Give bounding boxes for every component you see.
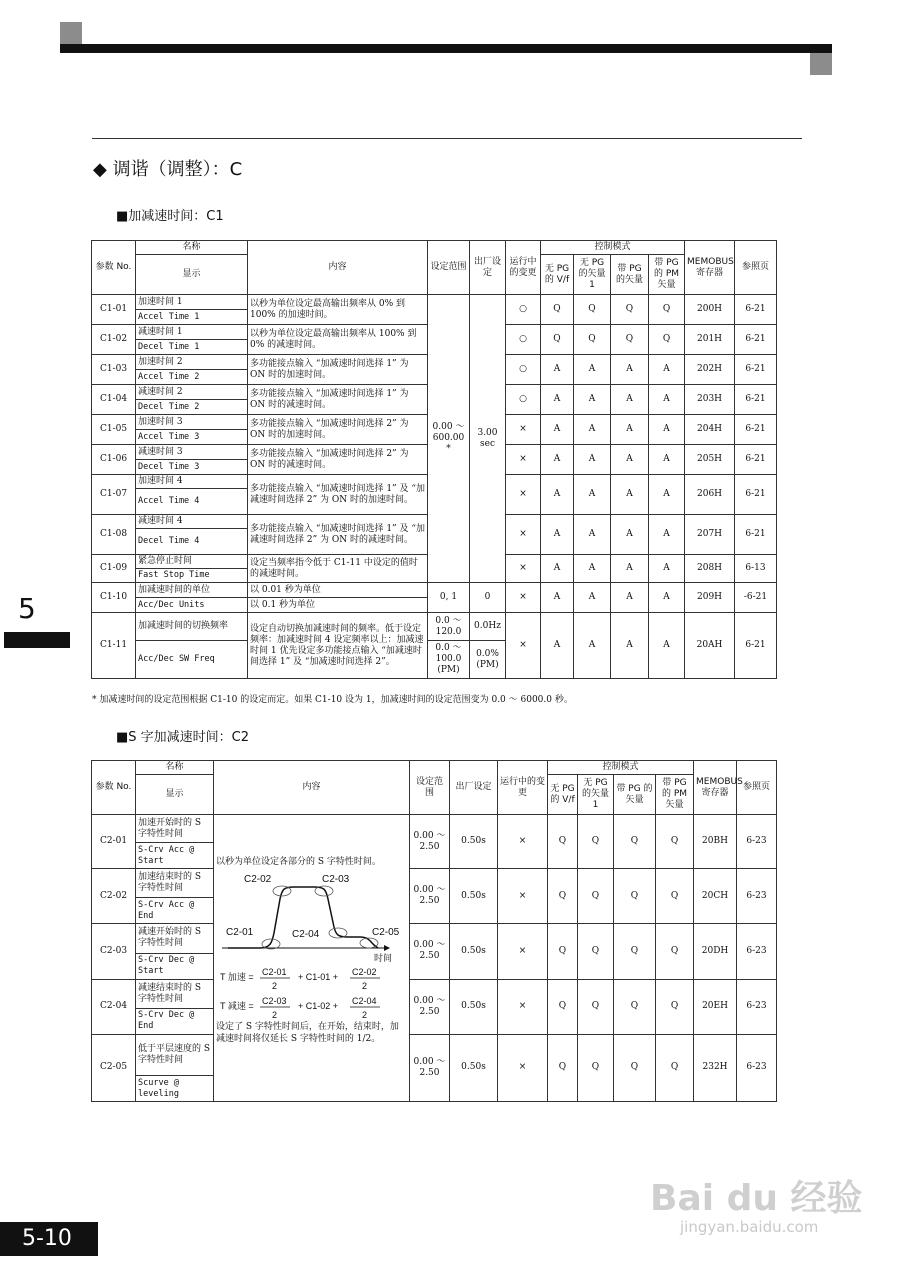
- label-c2-05: C2-05: [372, 927, 400, 938]
- formula-decel-b-den: 2: [362, 1010, 368, 1020]
- table-cell: A: [611, 475, 649, 515]
- table-cell: C1-05: [92, 415, 136, 445]
- table-cell: 208H: [685, 555, 735, 583]
- table-cell: 6-21: [735, 325, 777, 355]
- table-cell: C2-02: [92, 869, 136, 924]
- table-cell: Q: [611, 325, 649, 355]
- table-cell: Q: [656, 869, 694, 924]
- table-cell: 低于平层速度的 S 字特性时间: [136, 1034, 214, 1075]
- marker-c2-04: [329, 928, 347, 938]
- table-cell: Q: [578, 869, 614, 924]
- table-cell: 20AH: [685, 613, 735, 679]
- table-cell: 6-21: [735, 295, 777, 325]
- table-cell: 多功能接点输入 “加减速时间选择 1” 及 “加减速时间选择 2” 为 ON 时的加速时间。: [248, 475, 428, 515]
- c2-h-ref: 参照页: [737, 761, 777, 815]
- table-cell: 232H: [694, 1034, 737, 1101]
- table-cell: ×: [506, 445, 541, 475]
- table-cell: Q: [578, 815, 614, 869]
- table-cell: A: [541, 385, 574, 415]
- table-cell: A: [574, 613, 611, 679]
- formula-decel-prefix: T 减速 =: [220, 1001, 254, 1011]
- table-cell: 多功能接点输入 “加减速时间选择 1” 及 “加减速时间选择 2” 为 ON 时的减速时间。: [248, 515, 428, 555]
- chapter-tab: [4, 632, 70, 648]
- c2-h-display: 显示: [136, 775, 214, 815]
- table-cell: Decel Time 2: [136, 400, 248, 415]
- table-cell: C2-05: [92, 1034, 136, 1101]
- table-cell: S-Crv Acc @ Start: [136, 843, 214, 869]
- table-cell: 减速时间 3: [136, 445, 248, 460]
- table-cell: A: [574, 445, 611, 475]
- table-cell: A: [649, 445, 685, 475]
- table-cell: ×: [498, 869, 548, 924]
- table-cell: C1-03: [92, 355, 136, 385]
- c2-h-name: 名称: [136, 761, 214, 775]
- table-cell: ×: [506, 515, 541, 555]
- table-cell: 209H: [685, 583, 735, 613]
- table-cell: 加速时间 1: [136, 295, 248, 310]
- c2-content-bottom: 设定了 S 字特性时间后，在开始，结束时，加减速时间将仅延长 S 字特性时间的 1/2。: [216, 1022, 399, 1044]
- table-cell: 20BH: [694, 815, 737, 869]
- table-cell: Q: [548, 979, 578, 1034]
- table-cell: Acc/Dec Units: [136, 598, 248, 613]
- table-cell: 6-13: [735, 555, 777, 583]
- table-cell: 0, 1: [428, 583, 470, 613]
- table-cell: 6-21: [735, 385, 777, 415]
- table-cell: ×: [498, 979, 548, 1034]
- table-cell: Decel Time 1: [136, 340, 248, 355]
- formula-decel-b: C2-04: [352, 996, 377, 1006]
- corner-mark-right: [810, 53, 832, 75]
- table-cell: A: [649, 415, 685, 445]
- time-axis-arrow: [384, 945, 390, 951]
- table-cell: A: [574, 355, 611, 385]
- table-cell: 206H: [685, 475, 735, 515]
- table-cell: A: [574, 515, 611, 555]
- c1-common-range: 0.00 ～ 600.00 *: [428, 295, 470, 583]
- table-cell: ×: [506, 415, 541, 445]
- table-cell: A: [611, 613, 649, 679]
- table-cell: Decel Time 4: [136, 529, 248, 555]
- table-cell: ×: [506, 613, 541, 679]
- table-cell: 减速时间 4: [136, 515, 248, 529]
- table-cell: 6-23: [737, 869, 777, 924]
- table-cell: 多功能接点输入 “加减速时间选择 2” 为 ON 时的加速时间。: [248, 415, 428, 445]
- table-cell: 0.0 ～ 120.0: [428, 613, 470, 641]
- table-cell: A: [649, 555, 685, 583]
- table-cell: Q: [548, 924, 578, 979]
- table-cell: C1-06: [92, 445, 136, 475]
- table-cell: A: [541, 555, 574, 583]
- c2-content-cell: [214, 815, 410, 1102]
- c2-content-top: 以秒为单位设定各部分的 S 字特性时间。: [216, 857, 381, 867]
- table-cell: ×: [498, 815, 548, 869]
- table-cell: 0.50s: [450, 979, 498, 1034]
- table-cell: 多功能接点输入 “加减速时间选择 1” 为 ON 时的减速时间。: [248, 385, 428, 415]
- table-cell: 6-21: [735, 355, 777, 385]
- table-cell: -6-21: [735, 583, 777, 613]
- table-cell: 204H: [685, 415, 735, 445]
- table-cell: C1-11: [92, 613, 136, 679]
- c2-h-memobus: MEMOBUS 寄存器: [694, 761, 737, 815]
- table-cell: 6-21: [735, 475, 777, 515]
- table-cell: Decel Time 3: [136, 460, 248, 475]
- table-cell: 加减速时间的单位: [136, 583, 248, 598]
- table-cell: Accel Time 1: [136, 310, 248, 325]
- table-cell: Q: [614, 979, 656, 1034]
- table-cell: C1-04: [92, 385, 136, 415]
- table-cell: 0.50s: [450, 924, 498, 979]
- c2-table: [91, 760, 777, 1102]
- c1-h-display: 显示: [136, 255, 248, 295]
- table-cell: A: [611, 385, 649, 415]
- table-cell: 6-21: [735, 613, 777, 679]
- table-cell: Q: [574, 295, 611, 325]
- table-cell: 6-21: [735, 515, 777, 555]
- c1-h-vf: 无 PG 的 V/f: [541, 255, 574, 295]
- s-curve-diagram: [214, 871, 410, 1021]
- label-c2-03: C2-03: [322, 874, 350, 885]
- c2-h-param: 参数 No.: [92, 761, 136, 815]
- table-cell: 多功能接点输入 “加减速时间选择 2” 为 ON 时的减速时间。: [248, 445, 428, 475]
- table-cell: 6-21: [735, 445, 777, 475]
- table-cell: C1-01: [92, 295, 136, 325]
- table-cell: 设定自动切换加减速时间的频率。低于设定频率：加减速时间 4 设定频率以上：加减速时间 1 优先设定多功能接点输入 “加减速时间选择 1” 及 “加减速时间选择 2”。: [248, 613, 428, 679]
- table-cell: Q: [656, 924, 694, 979]
- c2-h-control: 控制模式: [548, 761, 694, 775]
- table-cell: 20EH: [694, 979, 737, 1034]
- table-cell: ×: [506, 555, 541, 583]
- table-cell: Q: [614, 924, 656, 979]
- table-cell: Q: [578, 1034, 614, 1101]
- table-cell: S-Crv Dec @ End: [136, 1008, 214, 1034]
- table-cell: Q: [548, 1034, 578, 1101]
- c1-h-pgv: 带 PG 的矢量: [611, 255, 649, 295]
- table-cell: 207H: [685, 515, 735, 555]
- c1-h-ref: 参照页: [735, 241, 777, 295]
- table-cell: A: [541, 613, 574, 679]
- table-cell: C2-03: [92, 924, 136, 979]
- table-cell: 减速结束时的 S 字特性时间: [136, 979, 214, 1008]
- formula-accel-mid: + C1-01 +: [298, 972, 339, 982]
- table-cell: C2-01: [92, 815, 136, 869]
- table-cell: 205H: [685, 445, 735, 475]
- table-cell: 202H: [685, 355, 735, 385]
- label-c2-02: C2-02: [244, 874, 272, 885]
- table-cell: 0.50s: [450, 1034, 498, 1101]
- marker-c2-03: [315, 886, 333, 896]
- table-cell: A: [574, 475, 611, 515]
- formula-decel-a-den: 2: [272, 1010, 278, 1020]
- formula-decel-mid: + C1-02 +: [298, 1001, 339, 1011]
- table-cell: 减速时间 2: [136, 385, 248, 400]
- table-cell: Accel Time 4: [136, 489, 248, 515]
- label-time: 时间: [374, 953, 393, 963]
- table-cell: 加速时间 4: [136, 475, 248, 489]
- table-cell: Q: [614, 869, 656, 924]
- table-cell: A: [649, 613, 685, 679]
- table-cell: Q: [656, 815, 694, 869]
- watermark-logo: Bai du 经验: [650, 1178, 863, 1219]
- table-cell: 加速结束时的 S 字特性时间: [136, 869, 214, 898]
- table-cell: C2-04: [92, 979, 136, 1034]
- table-cell: ×: [498, 924, 548, 979]
- table-cell: Fast Stop Time: [136, 569, 248, 583]
- table-cell: Q: [611, 295, 649, 325]
- table-cell: ○: [506, 385, 541, 415]
- table-cell: S-Crv Dec @ Start: [136, 953, 214, 979]
- table-cell: C1-10: [92, 583, 136, 613]
- table-cell: ×: [498, 1034, 548, 1101]
- table-cell: A: [649, 515, 685, 555]
- table-cell: 以秒为单位设定最高输出频率从 100% 到 0% 的减速时间。: [248, 325, 428, 355]
- c2-h-default: 出厂设定: [450, 761, 498, 815]
- table-cell: C1-02: [92, 325, 136, 355]
- table-cell: 0.50s: [450, 815, 498, 869]
- table-cell: ○: [506, 325, 541, 355]
- table-cell: ○: [506, 295, 541, 325]
- table-cell: 0.00 ～ 2.50: [410, 869, 450, 924]
- table-cell: Q: [614, 815, 656, 869]
- table-cell: A: [574, 555, 611, 583]
- table-cell: A: [649, 355, 685, 385]
- table-cell: 0.50s: [450, 869, 498, 924]
- label-c2-01: C2-01: [226, 927, 254, 938]
- table-cell: 20DH: [694, 924, 737, 979]
- c1-h-memobus: MEMOBUS 寄存器: [685, 241, 735, 295]
- formula-accel-b: C2-02: [352, 967, 377, 977]
- table-cell: ×: [506, 583, 541, 613]
- table-cell: Q: [574, 325, 611, 355]
- table-cell: 紧急停止时间: [136, 555, 248, 569]
- table-cell: 203H: [685, 385, 735, 415]
- table-cell: A: [574, 385, 611, 415]
- c1-title: ■加减速时间：C1: [116, 209, 224, 224]
- c2-h-range: 设定范围: [410, 761, 450, 815]
- label-c2-04: C2-04: [292, 929, 320, 940]
- header-rule: [92, 138, 802, 139]
- table-cell: 0.00 ～ 2.50: [410, 979, 450, 1034]
- table-cell: Q: [541, 325, 574, 355]
- c2-h-runchange: 运行中的变更: [498, 761, 548, 815]
- table-cell: 201H: [685, 325, 735, 355]
- table-cell: 0.0Hz: [470, 613, 506, 641]
- table-cell: S-Crv Acc @ End: [136, 898, 214, 924]
- table-cell: A: [611, 415, 649, 445]
- table-cell: A: [541, 445, 574, 475]
- table-cell: 设定当频率指令低于 C1-11 中设定的值时的减速时间。: [248, 555, 428, 583]
- formula-decel-a: C2-03: [262, 996, 287, 1006]
- formula-accel-a: C2-01: [262, 967, 287, 977]
- table-cell: Q: [578, 979, 614, 1034]
- corner-mark-left: [60, 22, 82, 44]
- table-cell: A: [611, 583, 649, 613]
- table-cell: 20CH: [694, 869, 737, 924]
- formula-accel-b-den: 2: [362, 981, 368, 991]
- table-cell: 以秒为单位设定最高输出频率从 0% 到 100% 的加速时间。: [248, 295, 428, 325]
- c2-title: ■S 字加减速时间：C2: [116, 730, 250, 745]
- watermark-url: jingyan.baidu.com: [680, 1218, 819, 1236]
- table-cell: A: [611, 515, 649, 555]
- table-cell: 0.00 ～ 2.50: [410, 1034, 450, 1101]
- table-cell: Scurve @ leveling: [136, 1076, 214, 1102]
- c1-common-default: 3.00 sec: [470, 295, 506, 583]
- table-cell: A: [649, 385, 685, 415]
- table-cell: A: [541, 475, 574, 515]
- c1-h-param: 参数 No.: [92, 241, 136, 295]
- table-cell: 6-23: [737, 815, 777, 869]
- header-bar: [60, 44, 832, 53]
- table-cell: 0: [470, 583, 506, 613]
- formula-accel-a-den: 2: [272, 981, 278, 991]
- table-cell: A: [611, 355, 649, 385]
- table-cell: 6-23: [737, 1034, 777, 1101]
- table-cell: Accel Time 3: [136, 430, 248, 445]
- table-cell: Q: [656, 979, 694, 1034]
- c1-h-content: 内容: [248, 241, 428, 295]
- table-cell: 加速时间 3: [136, 415, 248, 430]
- c1-footnote: * 加减速时间的设定范围根据 C1-10 的设定而定。如果 C1-10 设为 1，加减速时间的设定范围变为 0.0 ～ 6000.0 秒。: [92, 695, 573, 705]
- formula-accel-prefix: T 加速 =: [220, 972, 254, 982]
- table-cell: 减速开始时的 S 字特性时间: [136, 924, 214, 953]
- c2-h-vf: 无 PG 的 V/f: [548, 775, 578, 815]
- table-cell: 0.00 ～ 2.50: [410, 924, 450, 979]
- table-cell: A: [541, 515, 574, 555]
- table-cell: A: [541, 583, 574, 613]
- table-cell: A: [649, 583, 685, 613]
- table-cell: A: [541, 415, 574, 445]
- table-cell: A: [611, 445, 649, 475]
- table-cell: 以 0.01 秒为单位: [248, 583, 428, 598]
- table-cell: Q: [548, 815, 578, 869]
- table-cell: 加速时间 2: [136, 355, 248, 370]
- c1-h-name: 名称: [136, 241, 248, 255]
- c1-h-pm: 带 PG 的 PM 矢量: [649, 255, 685, 295]
- table-cell: C1-08: [92, 515, 136, 555]
- table-cell: 0.0% (PM): [470, 641, 506, 679]
- table-cell: Q: [541, 295, 574, 325]
- table-cell: A: [574, 583, 611, 613]
- table-cell: 减速时间 1: [136, 325, 248, 340]
- table-cell: 0.0 ～ 100.0 (PM): [428, 641, 470, 679]
- table-cell: A: [574, 415, 611, 445]
- c1-table: [91, 240, 777, 679]
- table-cell: Acc/Dec SW Freq: [136, 641, 248, 679]
- c1-h-ov: 无 PG 的矢量 1: [574, 255, 611, 295]
- table-cell: Q: [548, 869, 578, 924]
- table-cell: Q: [649, 295, 685, 325]
- table-cell: Q: [614, 1034, 656, 1101]
- table-cell: ×: [506, 475, 541, 515]
- table-cell: 6-23: [737, 924, 777, 979]
- table-cell: Accel Time 2: [136, 370, 248, 385]
- table-cell: 200H: [685, 295, 735, 325]
- c1-h-control: 控制模式: [541, 241, 685, 255]
- page-number: 5-10: [0, 1222, 98, 1256]
- table-cell: A: [649, 475, 685, 515]
- c2-h-pm: 带 PG 的 PM 矢量: [656, 775, 694, 815]
- c2-h-pgv: 带 PG 的矢量: [614, 775, 656, 815]
- table-cell: Q: [649, 325, 685, 355]
- table-cell: 6-21: [735, 415, 777, 445]
- table-cell: ○: [506, 355, 541, 385]
- table-cell: A: [611, 555, 649, 583]
- c1-h-default: 出厂设定: [470, 241, 506, 295]
- table-cell: 加减速时间的切换频率: [136, 613, 248, 641]
- section-title: ◆ 调谐（调整）：C: [93, 159, 243, 180]
- c1-h-runchange: 运行中的变更: [506, 241, 541, 295]
- table-cell: 以 0.1 秒为单位: [248, 598, 428, 613]
- chapter-number: 5: [18, 592, 36, 625]
- c2-h-content: 内容: [214, 761, 410, 815]
- table-cell: Q: [656, 1034, 694, 1101]
- table-cell: 加速开始时的 S 字特性时间: [136, 815, 214, 843]
- table-cell: Q: [578, 924, 614, 979]
- c2-h-ov: 无 PG 的矢量 1: [578, 775, 614, 815]
- table-cell: C1-07: [92, 475, 136, 515]
- c1-h-range: 设定范围: [428, 241, 470, 295]
- table-cell: 多功能接点输入 “加减速时间选择 1” 为 ON 时的加速时间。: [248, 355, 428, 385]
- table-cell: 6-23: [737, 979, 777, 1034]
- table-cell: C1-09: [92, 555, 136, 583]
- table-cell: A: [541, 355, 574, 385]
- table-cell: 0.00 ～ 2.50: [410, 815, 450, 869]
